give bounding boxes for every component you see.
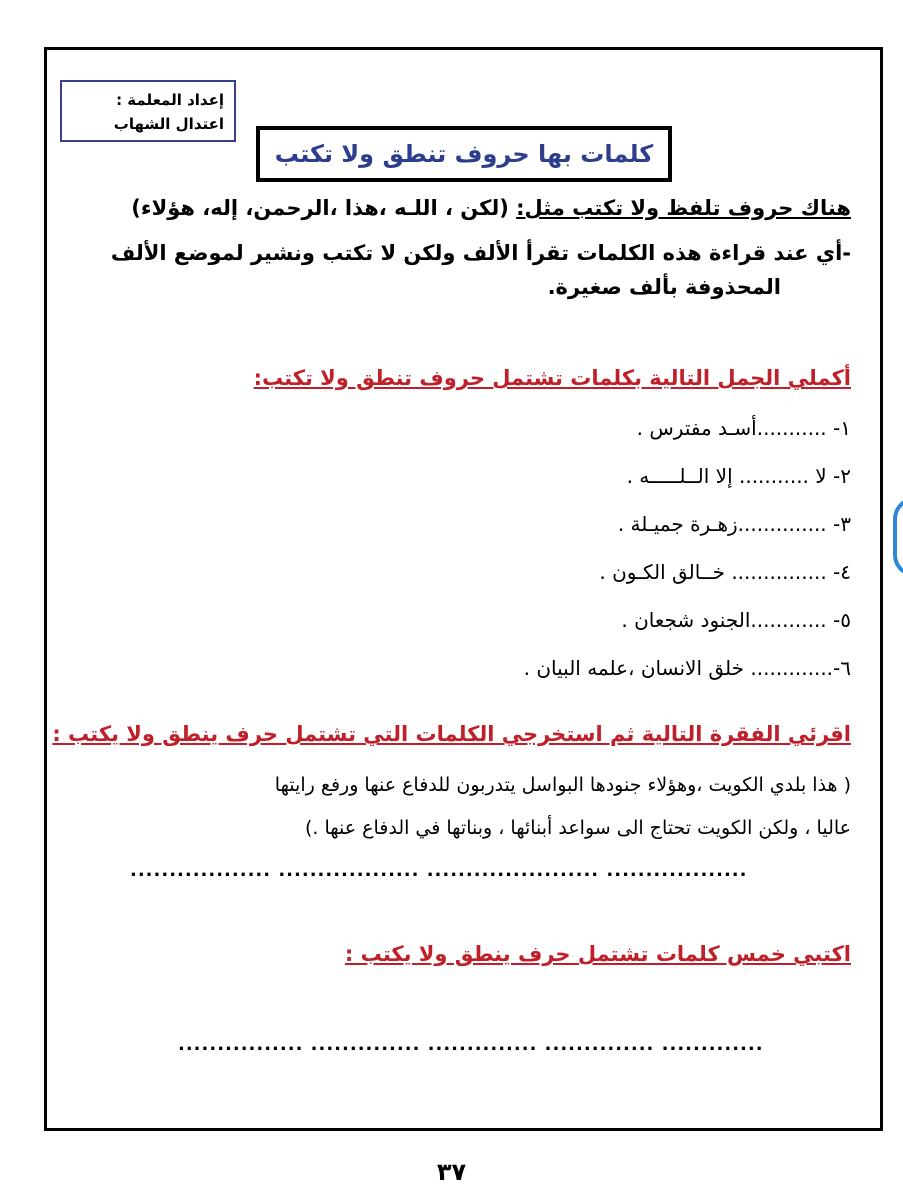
reading-paragraph [71,764,851,850]
paragraph-line-1: ( هذا بلدي الكويت ،وهؤلاء جنودها البواسل يتدربون للدفاع عنها ورفع رايتها [274,774,851,796]
answer-blanks-section2[interactable]: .................. .................. ...................... .................. [130,860,748,881]
list-item[interactable]: ٦-............. خلق الانسان ،علمه البيان . [523,656,851,680]
section1-heading: أكملي الجمل التالية بكلمات تشتمل حروف تنطق ولا تكتب: [253,366,851,390]
note-line-2: المحذوفة بألف صغيرة. [547,275,781,299]
section3-heading: اكتبي خمس كلمات تشتمل حرف ينطق ولا يكتب : [344,942,851,966]
teacher-label: إعداد المعلمة : [116,91,224,109]
answer-blanks-section3[interactable]: ................ .............. .............. .............. ............. [178,1034,764,1055]
list-item[interactable]: ١- ...........أسـد مفترس . [636,416,851,440]
explanation-note [71,236,851,304]
list-item[interactable]: ٤- ............... خــالق الكـون . [599,560,851,584]
edge-arc-decoration [893,497,903,577]
fill-in-list [291,412,851,700]
page-number: ٣٧ [436,1158,467,1186]
list-item[interactable]: ٢- لا ........... إلا الــلـــــه . [626,464,851,488]
intro-examples: (لكن ، اللـه ،هذا ،الرحمن، إله، هؤلاء) [131,196,509,220]
worksheet-title: كلمات بها حروف تنطق ولا تكتب [256,126,672,182]
list-item[interactable]: ٣- ..............زهـرة جميـلة . [617,512,851,536]
intro-lead: هناك حروف تلفظ ولا تكتب مثل: [516,196,851,220]
note-line-1: -أي عند قراءة هذه الكلمات تقرأ الألف ولكن لا تكتب ونشير لموضع الألف [110,241,851,265]
section2-heading: اقرئي الفقرة التالية ثم استخرجي الكلمات التي تشتمل حرف ينطق ولا يكتب : [52,722,851,746]
intro-line [71,193,851,223]
list-item[interactable]: ٥- ............الجنود شجعان . [621,608,851,632]
teacher-name: اعتدال الشهاب [113,115,224,133]
paragraph-line-2: عاليا ، ولكن الكويت تحتاج الى سواعد أبنائها ، وبناتها في الدفاع عنها .) [304,817,851,839]
teacher-credit-box [60,80,236,142]
